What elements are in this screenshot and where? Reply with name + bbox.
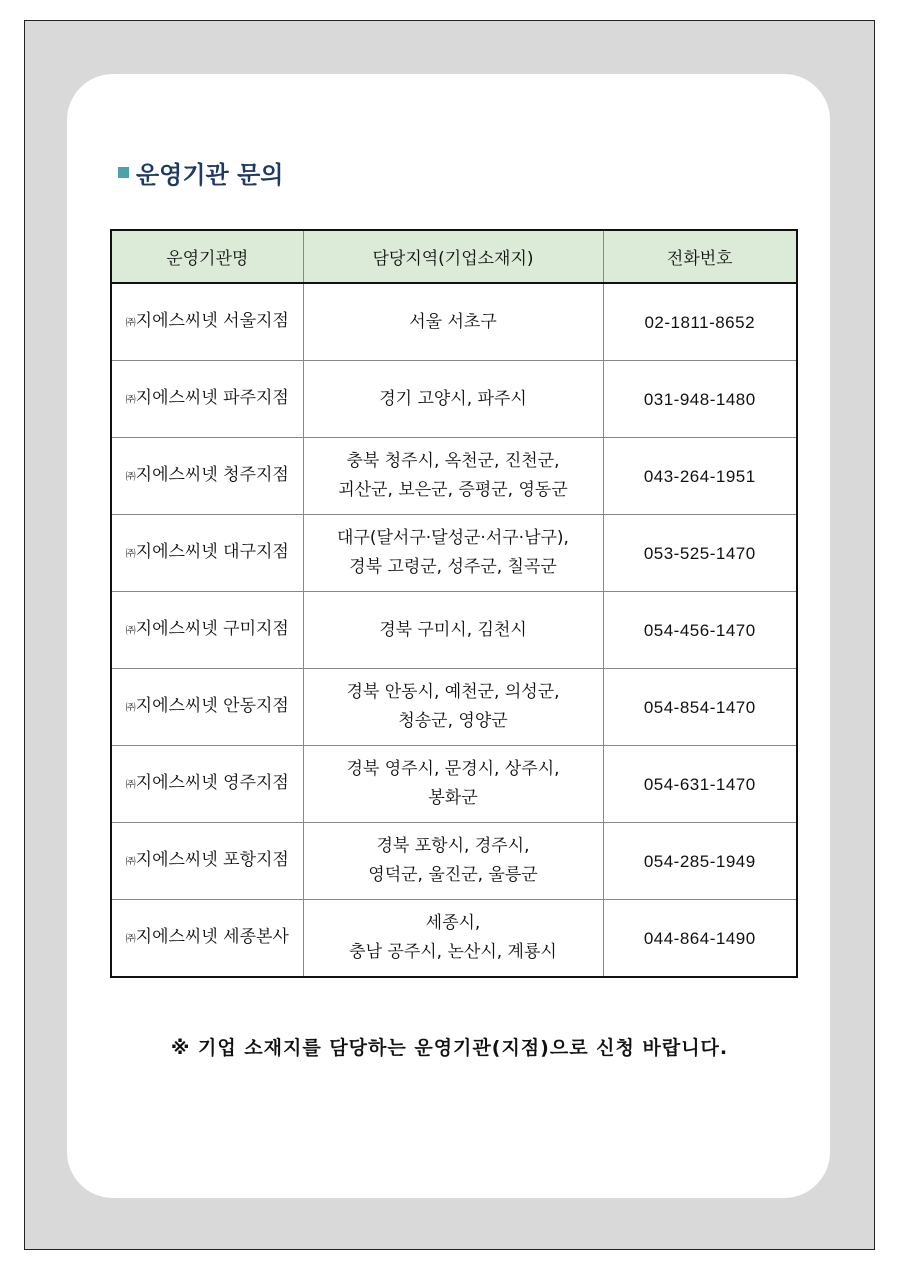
agency-name: 지에스씨넷 영주지점 bbox=[135, 772, 289, 793]
region-line: 서울 서초구 bbox=[409, 311, 497, 332]
region-cell bbox=[303, 283, 603, 361]
phone-cell: 054-285-1949 bbox=[603, 823, 797, 900]
section-title bbox=[118, 152, 283, 192]
table-row bbox=[111, 823, 797, 900]
phone-cell: 02-1811-8652 bbox=[603, 283, 797, 361]
region-line: 경북 안동시, 예천군, 의성군, bbox=[346, 682, 560, 702]
region-line: 경북 영주시, 문경시, 상주시, bbox=[346, 759, 560, 779]
table-row bbox=[111, 592, 797, 669]
table-row bbox=[111, 438, 797, 515]
corp-mark: ㈜ bbox=[125, 471, 136, 483]
region-cell bbox=[303, 669, 603, 746]
table-row bbox=[111, 361, 797, 438]
region-line: 봉화군 bbox=[428, 788, 478, 808]
corp-mark: ㈜ bbox=[125, 702, 136, 714]
region-cell bbox=[303, 900, 603, 978]
phone-cell: 054-631-1470 bbox=[603, 746, 797, 823]
corp-mark: ㈜ bbox=[125, 856, 136, 868]
agency-name-cell bbox=[111, 515, 303, 592]
region-line: 대구(달서구·달성군·서구·남구), bbox=[337, 528, 569, 548]
agency-name: 지에스씨넷 파주지점 bbox=[135, 387, 289, 408]
agency-name-cell bbox=[111, 669, 303, 746]
phone-cell: 053-525-1470 bbox=[603, 515, 797, 592]
table-row bbox=[111, 900, 797, 978]
agency-name-cell bbox=[111, 438, 303, 515]
table-row bbox=[111, 283, 797, 361]
agency-name: 지에스씨넷 구미지점 bbox=[135, 618, 289, 639]
agency-name-cell bbox=[111, 900, 303, 978]
agency-name-cell bbox=[111, 592, 303, 669]
region-cell bbox=[303, 823, 603, 900]
section-title-text: 운영기관 문의 bbox=[136, 160, 284, 189]
region-cell bbox=[303, 361, 603, 438]
agency-name-cell bbox=[111, 283, 303, 361]
agency-name: 지에스씨넷 세종본사 bbox=[135, 926, 289, 947]
agency-name: 지에스씨넷 포항지점 bbox=[135, 849, 289, 870]
corp-mark: ㈜ bbox=[125, 548, 136, 560]
corp-mark: ㈜ bbox=[125, 933, 136, 945]
corp-mark: ㈜ bbox=[125, 779, 136, 791]
table-row bbox=[111, 515, 797, 592]
region-cell bbox=[303, 746, 603, 823]
phone-cell: 031-948-1480 bbox=[603, 361, 797, 438]
header-agency-name: 운영기관명 bbox=[111, 230, 303, 283]
region-line: 청송군, 영양군 bbox=[398, 711, 508, 731]
region-line: 충남 공주시, 논산시, 계룡시 bbox=[349, 942, 557, 962]
header-region: 담당지역(기업소재지) bbox=[303, 230, 603, 283]
corp-mark: ㈜ bbox=[125, 317, 136, 329]
region-line: 영덕군, 울진군, 울릉군 bbox=[368, 865, 538, 885]
phone-cell: 054-456-1470 bbox=[603, 592, 797, 669]
agency-name: 지에스씨넷 서울지점 bbox=[135, 310, 289, 331]
table-row bbox=[111, 746, 797, 823]
agency-name-cell bbox=[111, 823, 303, 900]
agency-contact-table bbox=[110, 229, 798, 978]
region-line: 경북 포항시, 경주시, bbox=[376, 836, 530, 856]
region-line: 경기 고양시, 파주시 bbox=[379, 388, 527, 409]
agency-name-cell bbox=[111, 361, 303, 438]
region-line: 괴산군, 보은군, 증평군, 영동군 bbox=[338, 480, 568, 500]
corp-mark: ㈜ bbox=[125, 394, 136, 406]
region-line: 경북 구미시, 김천시 bbox=[379, 619, 527, 640]
notice-text: ※ 기업 소재지를 담당하는 운영기관(지점)으로 신청 바랍니다. bbox=[170, 1037, 729, 1059]
corp-mark: ㈜ bbox=[125, 625, 136, 637]
phone-cell: 043-264-1951 bbox=[603, 438, 797, 515]
table-header-row bbox=[111, 230, 797, 283]
region-line: 세종시, bbox=[425, 913, 481, 933]
region-line: 경북 고령군, 성주군, 칠곡군 bbox=[349, 557, 557, 577]
agency-name: 지에스씨넷 안동지점 bbox=[135, 695, 289, 716]
region-line: 충북 청주시, 옥천군, 진천군, bbox=[346, 451, 560, 471]
agency-name: 지에스씨넷 대구지점 bbox=[135, 541, 289, 562]
table-row bbox=[111, 669, 797, 746]
region-cell bbox=[303, 515, 603, 592]
header-phone: 전화번호 bbox=[603, 230, 797, 283]
phone-cell: 044-864-1490 bbox=[603, 900, 797, 978]
phone-cell: 054-854-1470 bbox=[603, 669, 797, 746]
square-bullet-icon bbox=[118, 167, 129, 178]
region-cell bbox=[303, 592, 603, 669]
agency-name-cell bbox=[111, 746, 303, 823]
agency-name: 지에스씨넷 청주지점 bbox=[135, 464, 289, 485]
region-cell bbox=[303, 438, 603, 515]
